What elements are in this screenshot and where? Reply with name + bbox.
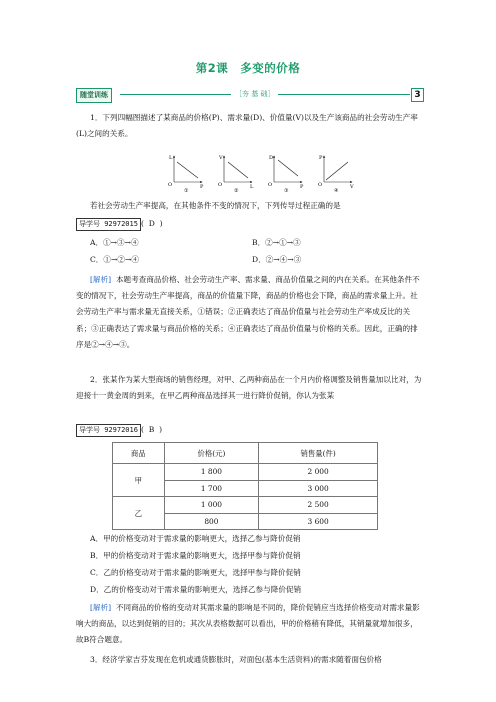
graph-2-x-label: L: [250, 184, 254, 190]
q1-code: 导学号 92972015: [76, 218, 141, 231]
q1-option-a: A．①→③→④: [90, 238, 139, 247]
graph-4-x-label: V: [350, 184, 354, 190]
graph-1: [168, 155, 204, 194]
table-header: 价格(元): [164, 443, 259, 464]
table-cell: 2 000: [259, 464, 378, 481]
section-number: 3: [411, 88, 424, 102]
graph-2-number: ②: [234, 188, 239, 194]
graph-4: [318, 155, 354, 194]
q1-analysis-text: 本题考查商品价格、社会劳动生产率、需求量、商品价值量之间的内在关系。在其他条件不变的情况下，社会劳动生产率提高，商品的价值量下降，商品的价格也会下降，商品的需求量上升。社会劳动生产率与需求量无直接关系，①错误；②正确表达了商品价值量与社会劳动生产率成反比的关系；③正确表达了需求量与商品价格的关系；④正确表达了商品价值量与价格的关系。因此，正确的排序是②→④→③。: [76, 275, 420, 349]
q3-stem: 3．经济学家吉芬发现在危机或通货膨胀时，对面包(基本生活资料)的需求随着面包价格: [90, 655, 382, 664]
q1-answer-open: (: [140, 219, 144, 228]
q2-analysis: [76, 600, 424, 649]
q1-option-c: C．①→②→④: [90, 255, 139, 264]
q1-option-b: B．②→①→③: [252, 238, 301, 247]
graph-3-x-label: P: [300, 184, 304, 190]
graph-3-y-label: D: [269, 155, 274, 161]
table-cell: 1 000: [164, 497, 259, 514]
q1-question: 若社会劳动生产率提高，在其他条件不变的情况下，下列传导过程正确的是: [90, 201, 341, 210]
section-subtitle: ［夯 基 础］: [231, 89, 278, 99]
q2-option-a: A．甲的价格变动对于需求量的影响更大，选择乙参与降价促销: [90, 534, 301, 543]
q2-stem: 2．张某作为某大型商场的销售经理，对甲、乙两种商品在一个月内价格调整及销售量加以比对，为迎接十一黄金周的到来，在甲乙两种商品选择其一进行降价促销，你认为张某: [76, 375, 422, 401]
page-title: 第2课 多变的价格: [195, 61, 301, 75]
table-cell: 2 500: [259, 497, 378, 514]
graph-3-origin: O: [268, 182, 273, 188]
table-cell: 1 700: [164, 480, 259, 497]
table-header-row: [113, 443, 378, 464]
q2-answer-line: [76, 422, 424, 438]
q1-stem: 1．下列四幅图描述了某商品的价格(P)、需求量(D)、价值量(V)以及生产该商品的社会劳动生产率(L)之间的关系。: [76, 113, 418, 139]
q2-option-c: C．乙的价格变动对于需求量的影响更大，选择甲参与降价促销: [90, 568, 301, 577]
section-banner: [76, 88, 424, 102]
q2-answer-open: (: [140, 425, 144, 434]
graph-4-origin: O: [318, 182, 323, 188]
graph-3-number: ③: [284, 188, 289, 194]
graph-1-origin: O: [168, 182, 173, 188]
table-cell: 3 600: [259, 513, 378, 530]
q1-analysis-tag: [解析]: [90, 275, 112, 284]
q2-options: [90, 530, 424, 598]
table-header: 商品: [113, 443, 165, 464]
graph-1-y-label: L: [169, 155, 173, 161]
graph-4-number: ④: [334, 188, 339, 194]
q1-answer-line: [76, 216, 424, 232]
q1-option-d: D．②→④→③: [252, 255, 302, 264]
table-cell: 3 000: [259, 480, 378, 497]
q1-analysis: [76, 272, 424, 353]
graph-4-y-label: P: [319, 155, 323, 161]
graph-2: [218, 155, 254, 194]
graph-1-x-label: P: [200, 184, 204, 190]
q2-answer: B: [148, 425, 155, 434]
q2-option-b: B．甲的价格变动对于需求量的影响更大，选择甲参与降价促销: [90, 551, 301, 560]
table-group-name: 乙: [113, 497, 165, 530]
q1-answer: D: [148, 219, 155, 228]
q2-analysis-text: 不同商品的价格的变动对其需求量的影响是不同的，降价促销应当选择价格变动对需求量影响大的商品，以达到促销的目的；其次从表格数据可以看出，甲的价格稍有降低，其销量就增加很多，故B符合题意。: [76, 603, 420, 645]
table-header: 销售量(件): [259, 443, 378, 464]
graph-2-origin: O: [218, 182, 223, 188]
q2-table: [112, 442, 378, 530]
table-group-name: 甲: [113, 464, 165, 497]
table-row: [113, 464, 378, 481]
table-row: [113, 497, 378, 514]
q1-graphs: [160, 150, 360, 194]
q2-answer-close: ): [159, 425, 163, 434]
table-cell: 800: [164, 513, 259, 530]
graph-2-y-label: V: [219, 155, 223, 161]
q2-code: 导学号 92972016: [76, 424, 141, 437]
q2-option-d: D．乙的价格变动对于需求量的影响更大，选择乙参与降价促销: [90, 585, 302, 594]
graph-1-number: ①: [184, 188, 189, 194]
section-label: 随堂训练: [76, 88, 112, 103]
graph-3: [268, 155, 304, 194]
q1-answer-close: ): [159, 219, 163, 228]
table-cell: 1 800: [164, 464, 259, 481]
q2-analysis-tag: [解析]: [90, 603, 112, 612]
